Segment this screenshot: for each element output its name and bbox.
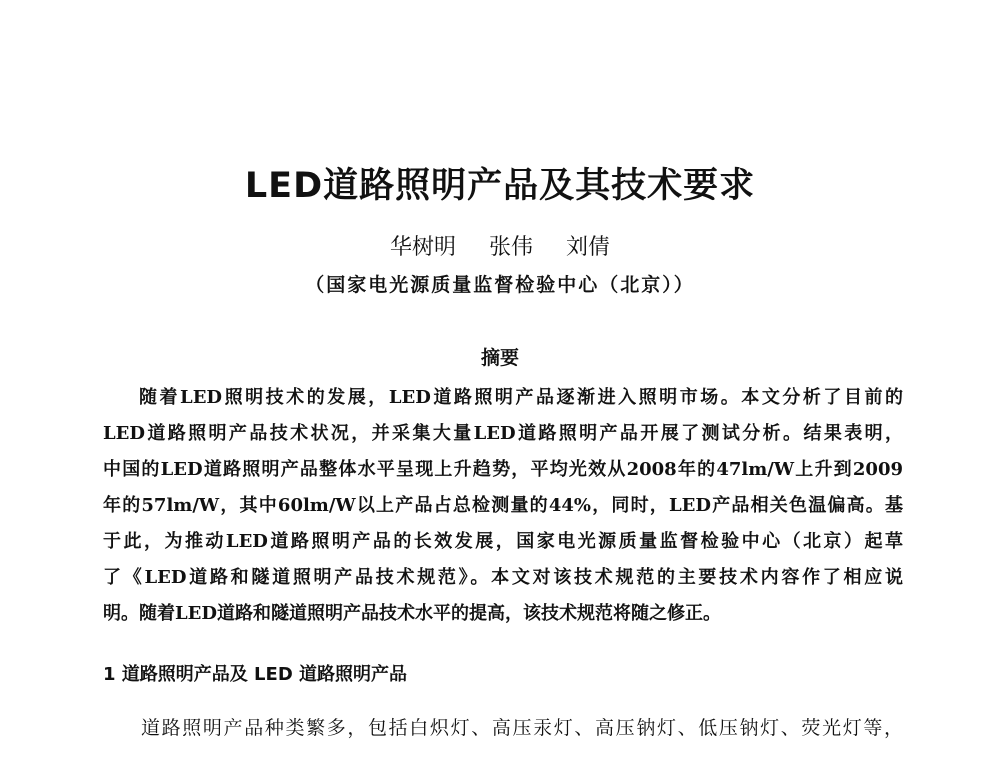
abstract-line: 年的57lm/W，其中60lm/W以上产品占总检测量的44%，同时，LED产品相关色温偏高。基 — [103, 495, 903, 516]
author-name: 刘倩 — [566, 235, 611, 260]
abstract-line: LED道路照明产品技术状况，并采集大量LED道路照明产品开展了测试分析。结果表明， — [103, 423, 903, 444]
abstract-line: 随着LED照明技术的发展，LED道路照明产品逐渐进入照明市场。本文分析了目前的 — [139, 387, 903, 408]
author-affiliation: （国家电光源质量监督检验中心（北京）） — [305, 274, 695, 296]
abstract-heading: 摘要 — [480, 347, 519, 369]
section-heading: 1 道路照明产品及 LED 道路照明产品 — [103, 664, 408, 685]
abstract-line: 中国的LED道路照明产品整体水平呈现上升趋势，平均光效从2008年的47lm/W上升到2009 — [103, 459, 903, 480]
abstract-body — [103, 380, 903, 632]
abstract-line: 于此，为推动LED道路照明产品的长效发展，国家电光源质量监督检验中心（北京）起草 — [103, 531, 903, 552]
abstract-line: 明。随着LED道路和隧道照明产品技术水平的提高，该技术规范将随之修正。 — [103, 603, 721, 624]
paper-title: LED道路照明产品及其技术要求 — [244, 166, 756, 206]
author-name: 张伟 — [488, 235, 533, 260]
body-line: 道路照明产品种类繁多，包括白炽灯、高压汞灯、高压钠灯、低压钠灯、荧光灯等， — [141, 717, 903, 739]
author-list — [0, 233, 1000, 263]
abstract-line: 了《LED道路和隧道照明产品技术规范》。本文对该技术规范的主要技术内容作了相应说 — [103, 567, 903, 588]
section-body — [103, 710, 903, 746]
author-name: 华树明 — [389, 235, 456, 260]
